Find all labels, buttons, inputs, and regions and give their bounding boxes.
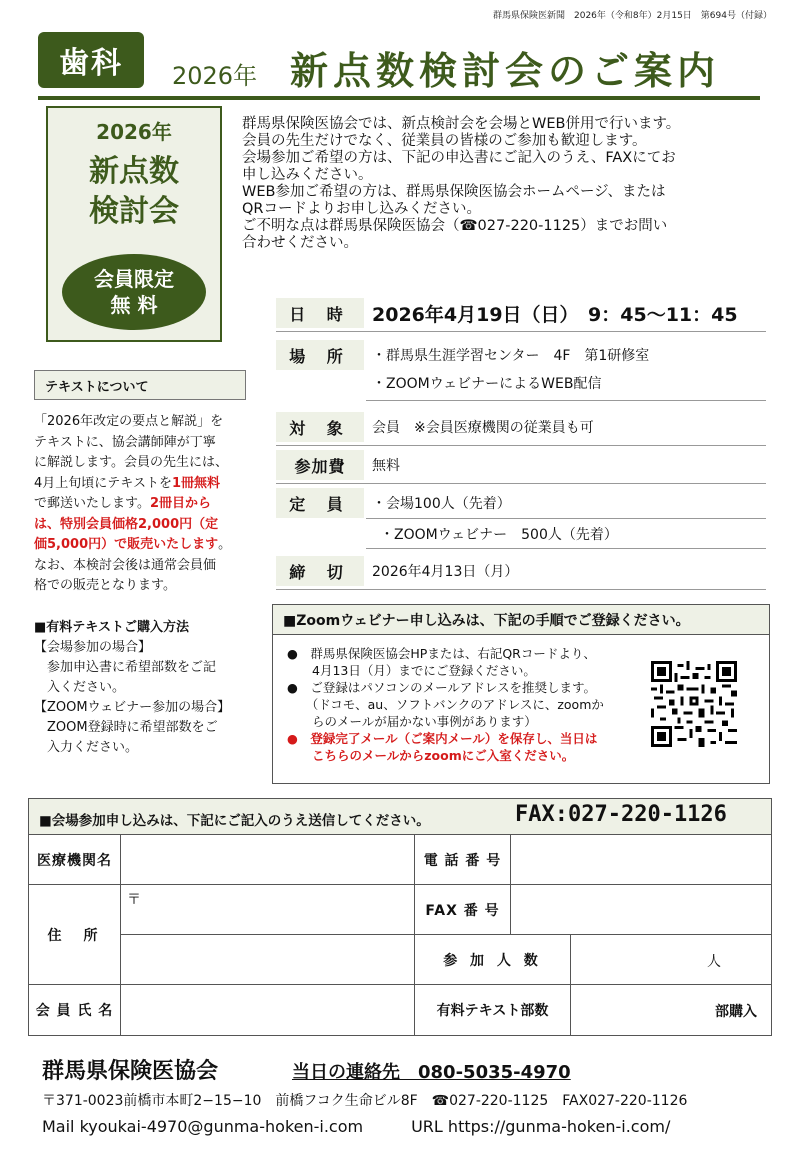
- text-line: [34, 474, 254, 495]
- member-name-field[interactable]: [121, 985, 415, 1035]
- paid-venue-head: 【会場参加の場合】: [34, 640, 152, 655]
- newspaper-header-note: 群馬県保険医新聞 2026年（令和8年）2月15日 第694号（付録）: [493, 11, 772, 21]
- paid-zoom-head: 【ZOOMウェビナー参加の場合】: [34, 700, 231, 715]
- divider: [276, 589, 766, 590]
- paid-text-purchase: [34, 618, 274, 758]
- capacity-label: 定 員: [276, 488, 364, 518]
- zoom-heading: ■Zoomウェビナー申し込みは、下記の手順でご登録ください。: [273, 605, 769, 635]
- day-contact: 当日の連絡先 080-5035-4970: [292, 1062, 571, 1083]
- organization-name: 群馬県保険医協会: [42, 1059, 219, 1084]
- member-name-label: 会 員 氏 名: [29, 985, 121, 1035]
- capacity-value-web: ・ZOOMウェビナー 500人（先着）: [380, 527, 618, 543]
- page-title: 新点数検討会のご案内: [290, 49, 721, 93]
- text-section-label-box: [34, 370, 246, 400]
- divider: [366, 518, 766, 519]
- intro-line: 会員の先生だけでなく、従業員の皆様のご参加も歓迎します。: [242, 133, 647, 149]
- zoom-steps: [287, 645, 647, 764]
- text-section-label: テキストについて: [45, 380, 149, 395]
- text-line: [34, 535, 254, 556]
- footer-mail-url[interactable]: Mail kyoukai-4970@gunma-hoken-i.com URL https://gunma-hoken-i.com/: [42, 1117, 671, 1136]
- form-header: [29, 799, 771, 835]
- divider: [276, 331, 766, 332]
- text-line: テキストに、協会講師陣が丁寧: [34, 434, 216, 450]
- qr-code-icon[interactable]: [651, 661, 737, 747]
- intro-line: 群馬県保険医協会では、新点検討会を会場とWEB併用で行います。: [242, 116, 681, 132]
- paid-zoom-text: 入力ください。: [34, 740, 139, 755]
- text-line: に解説します。会員の先生には、: [34, 455, 228, 470]
- phone-field[interactable]: [511, 835, 771, 885]
- text-description: [34, 412, 254, 597]
- fax-label: FAX 番 号: [415, 885, 511, 935]
- fax-field[interactable]: [511, 885, 771, 935]
- free-copy-highlight: 1冊無料: [172, 475, 221, 491]
- fax-number: FAX:027-220-1126: [515, 802, 727, 827]
- date-label: 日 時: [276, 298, 364, 328]
- divider: [276, 445, 766, 446]
- second-copy-highlight: 2冊目から: [149, 496, 212, 511]
- application-form: [28, 798, 772, 1036]
- members-free-badge: [62, 254, 206, 330]
- free-label: 無 料: [110, 293, 158, 317]
- capacity-value-venue: ・会場100人（先着）: [372, 496, 511, 512]
- clinic-name-field[interactable]: [121, 835, 415, 885]
- intro-line: 合わせください。: [242, 235, 358, 251]
- address-field-1[interactable]: [121, 885, 415, 935]
- divider: [366, 400, 766, 401]
- participant-count-label: 参 加 人 数: [415, 935, 571, 985]
- target-label: 対 象: [276, 412, 364, 442]
- zoom-step: （ドコモ、au、ソフトバンクのアドレスに、zoomか: [287, 697, 604, 712]
- form-heading: ■会場参加申し込みは、下記にご記入のうえ送信してください。: [39, 813, 430, 829]
- zoom-step: ● ご登録はパソコンのメールアドレスを推奨します。: [287, 680, 597, 695]
- dental-badge: 歯科: [38, 32, 144, 88]
- divider: [366, 548, 766, 549]
- side-title-line1: 新点数: [89, 154, 179, 189]
- clinic-name-label: 医療機関名: [29, 835, 121, 885]
- side-year: 2026年: [96, 120, 172, 144]
- side-title-line2: 検討会: [89, 194, 179, 229]
- zoom-step-important: ● 登録完了メール（ご案内メール）を保存し、当日は: [287, 731, 598, 746]
- intro-line: QRコードよりお申し込みください。: [242, 201, 481, 217]
- intro-text: [242, 116, 762, 252]
- text-fragment: 4月上旬頃にテキストを: [34, 475, 173, 491]
- paid-venue-text: 入ください。: [34, 680, 126, 695]
- price-highlight: は、特別会員価格2,000円（定: [34, 516, 219, 532]
- footer-address: 〒371-0023前橋市本町2−15−10 前橋フコク生命ビル8F ☎027-220-1125 FAX027-220-1126: [42, 1093, 688, 1109]
- intro-line: WEB参加ご希望の方は、群馬県保険医協会ホームページ、または: [242, 184, 666, 200]
- intro-line: ご不明な点は群馬県保険医協会（☎027-220-1125）までお問い: [242, 218, 668, 234]
- title-divider: [38, 96, 760, 100]
- text-fragment: で郵送いたします。: [34, 496, 150, 511]
- address-label: 住 所: [29, 885, 121, 985]
- paid-venue-text: 参加申込書に希望部数をご記: [34, 660, 217, 675]
- zoom-step-important: こちらのメールからzoomにご入室ください。: [287, 748, 575, 763]
- divider: [276, 483, 766, 484]
- text-line: 「2026年改定の要点と解説」を: [34, 414, 224, 429]
- price-highlight: 価5,000円）で販売いたします: [34, 537, 219, 552]
- text-fragment: 。: [218, 537, 232, 552]
- phone-label: 電 話 番 号: [415, 835, 511, 885]
- zoom-registration-box: [272, 604, 770, 784]
- address-field-2[interactable]: [121, 935, 415, 985]
- title-year: 2026年: [172, 62, 258, 90]
- place-value-venue: ・群馬県生涯学習センター 4F 第1研修室: [372, 348, 650, 364]
- text-line: なお、本検討会後は通常会員価: [34, 557, 217, 573]
- fee-label: 参加費: [276, 450, 364, 480]
- participant-count-field[interactable]: [571, 935, 771, 985]
- text-count-field[interactable]: [571, 985, 771, 1035]
- side-promo-box: [46, 106, 222, 342]
- deadline-label: 締 切: [276, 556, 364, 586]
- paid-zoom-text: ZOOM登録時に希望部数をご: [34, 720, 218, 735]
- intro-line: 会場参加ご希望の方は、下記の申込書にご記入のうえ、FAXにてお: [242, 150, 676, 166]
- paid-heading: ■有料テキストご購入方法: [34, 620, 190, 635]
- postal-mark: 〒: [127, 892, 141, 908]
- deadline-value: 2026年4月13日（月）: [372, 564, 519, 580]
- target-value: 会員 ※会員医療機関の従業員も可: [372, 420, 594, 436]
- intro-line: 申し込みください。: [242, 167, 373, 183]
- text-line: [34, 494, 254, 515]
- person-unit: 人: [707, 954, 721, 970]
- zoom-step: 4月13日（月）までにご登録ください。: [287, 663, 536, 678]
- members-only-label: 会員限定: [94, 267, 174, 291]
- fee-value: 無料: [372, 458, 400, 474]
- place-label: 場 所: [276, 340, 364, 370]
- zoom-step: ● 群馬県保険医協会HPまたは、右記QRコードより、: [287, 646, 596, 661]
- text-line: 格での販売となります。: [34, 578, 176, 593]
- side-title: [48, 152, 220, 232]
- copies-unit: 部購入: [715, 1004, 757, 1020]
- zoom-step: らのメールが届かない事例があります）: [287, 714, 537, 729]
- place-value-web: ・ZOOMウェビナーによるWEB配信: [372, 376, 602, 392]
- date-value: 2026年4月19日（日） 9：45〜11：45: [372, 303, 738, 326]
- text-count-label: 有料テキスト部数: [415, 985, 571, 1035]
